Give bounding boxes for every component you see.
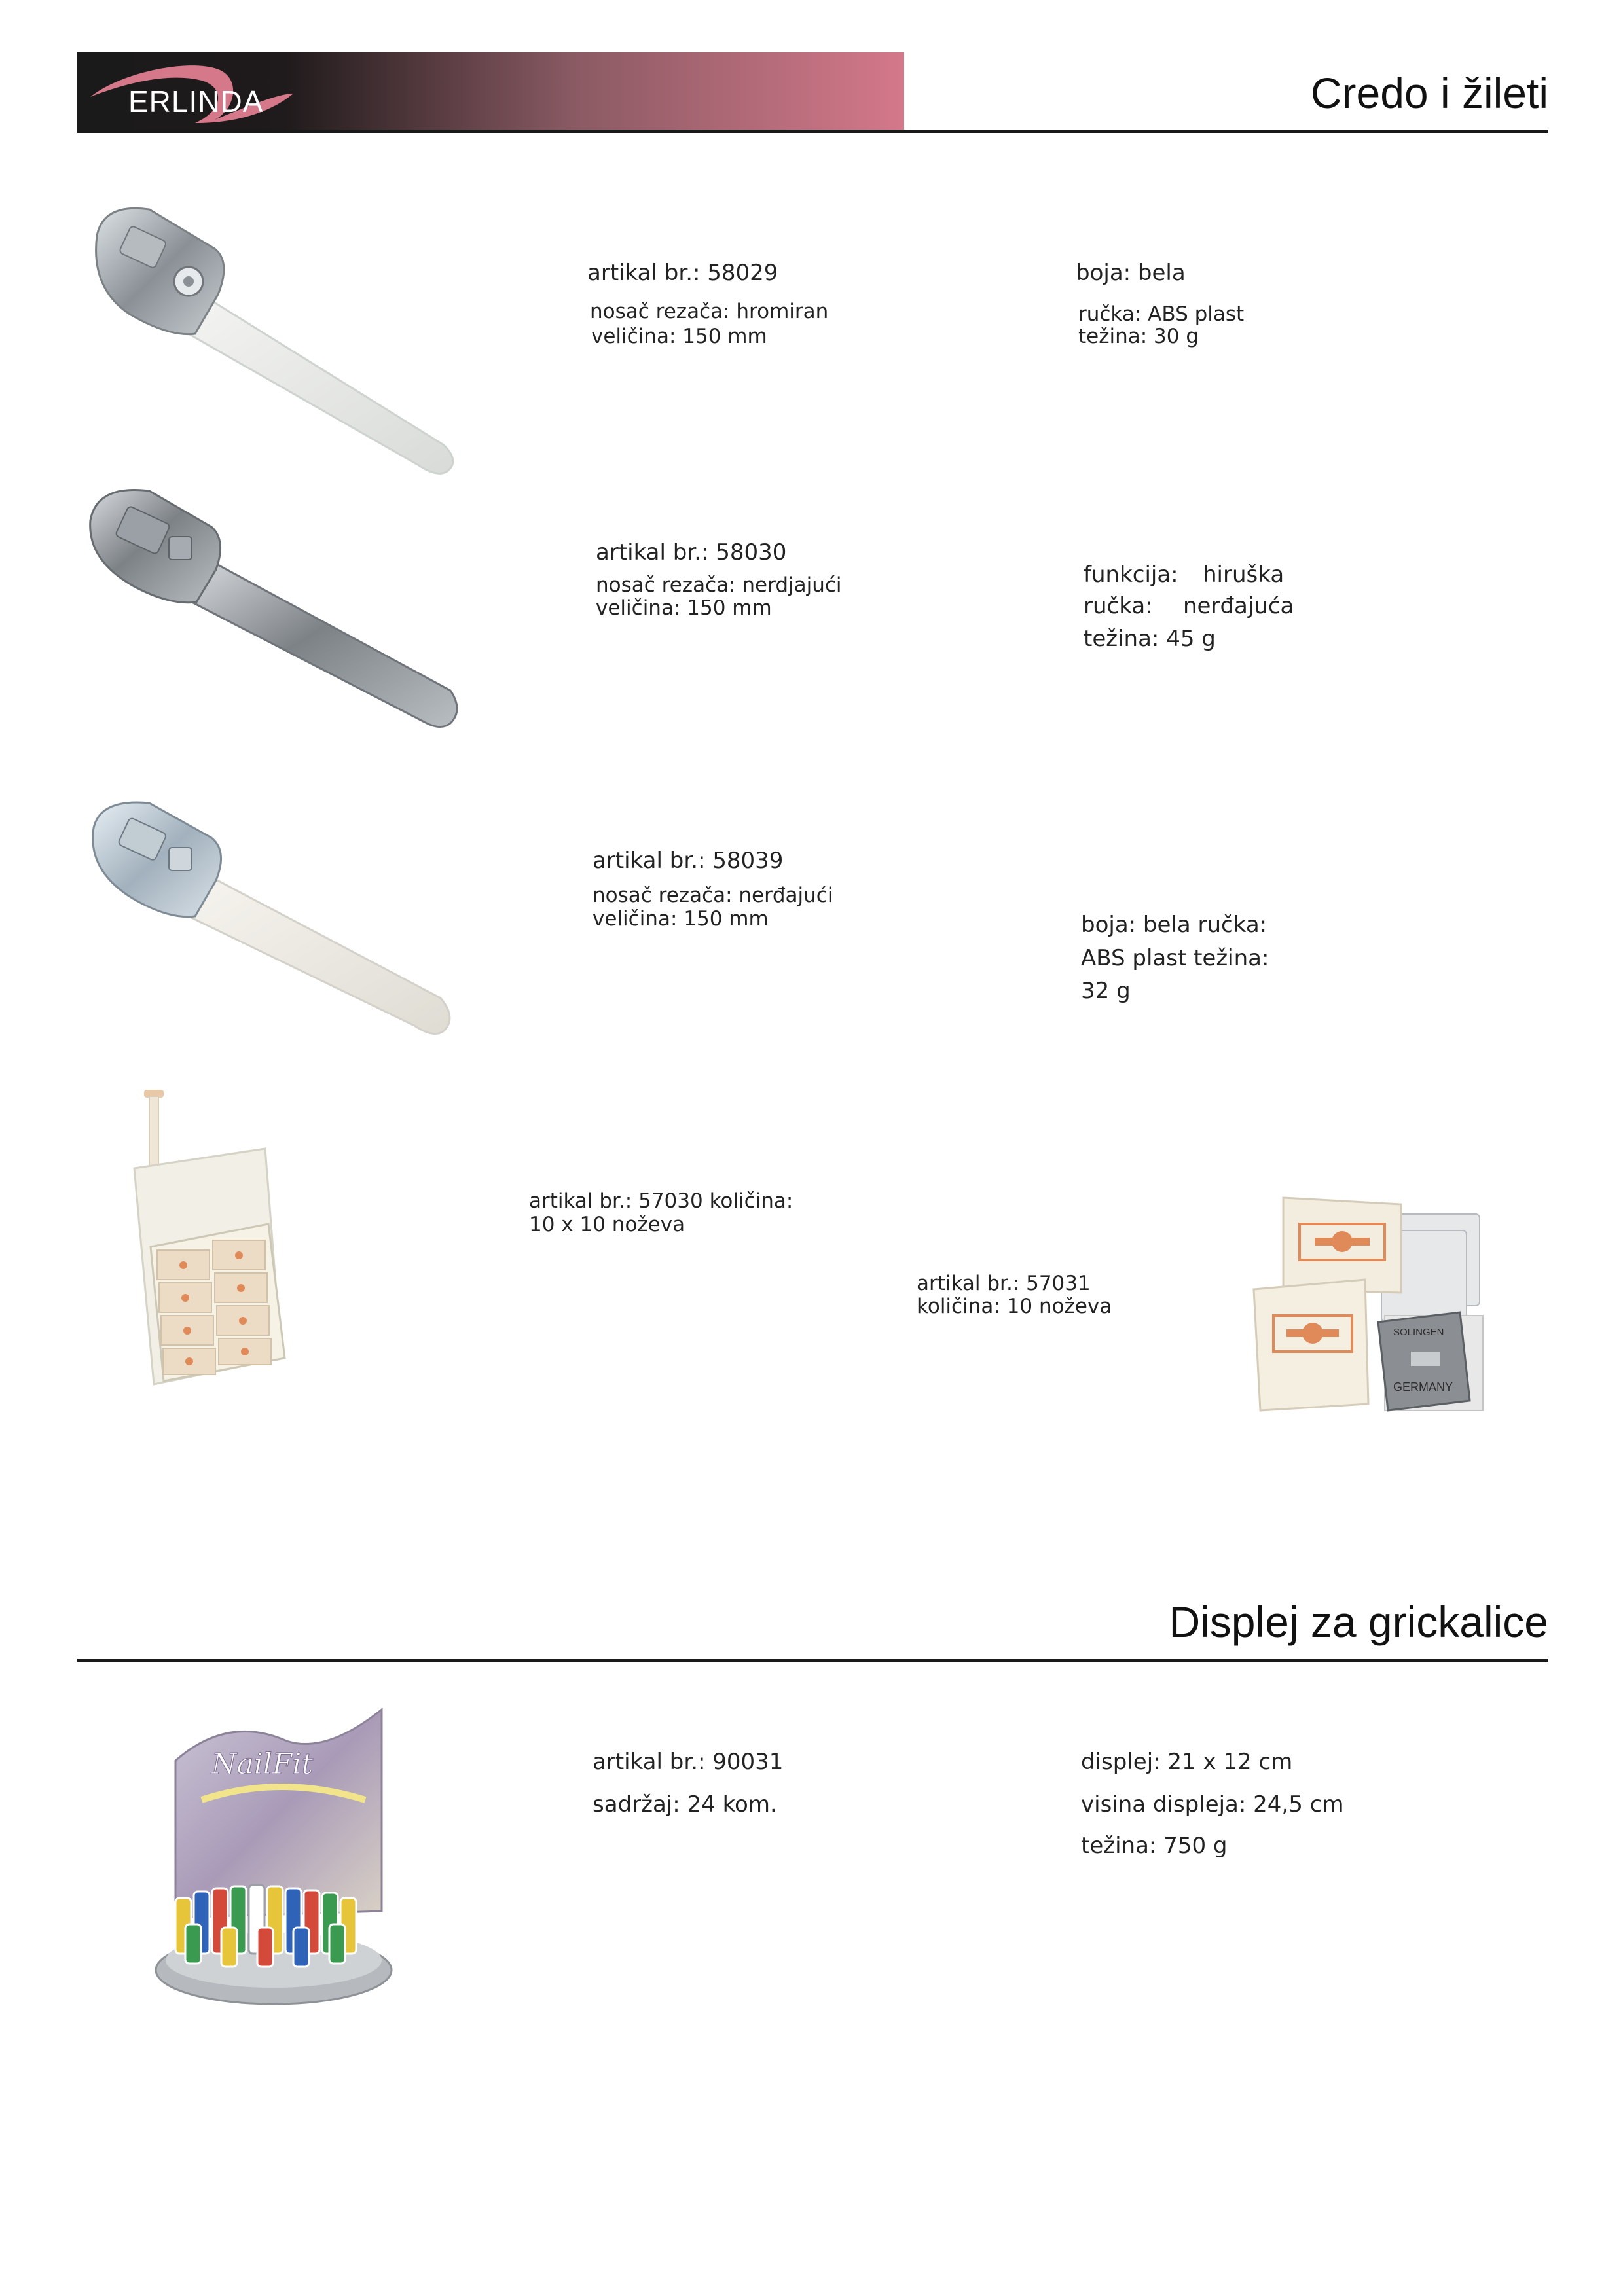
spec-article-qty: artikal br.: 57030 količina:: [529, 1189, 793, 1213]
spec-weight: težina: 45 g: [1084, 626, 1216, 652]
foot-rasp-white-handle-icon: [77, 789, 470, 1064]
blade-packs-icon: [1250, 1194, 1499, 1417]
spec-handle-value: nerđajuća: [1183, 593, 1294, 619]
spec-handle-label: ručka:: [1084, 593, 1153, 619]
spec-article: artikal br.: 90031: [593, 1749, 784, 1775]
spec-size: veličina: 150 mm: [591, 325, 767, 348]
blade-print-bottom: GERMANY: [1393, 1380, 1453, 1393]
clipper-display-stand-icon: [149, 1702, 398, 2009]
spec-weight-value: 32 g: [1081, 978, 1131, 1004]
product-image: [149, 1702, 398, 2009]
spec-size: veličina: 150 mm: [593, 907, 769, 931]
spec-article: artikal br.: 58030: [596, 539, 787, 565]
spec-article: artikal br.: 57031: [917, 1272, 1091, 1295]
blade-print-top: SOLINGEN: [1393, 1327, 1444, 1338]
section-rule: [77, 1659, 1548, 1662]
section-title: Credo i žileti: [1310, 69, 1548, 117]
product-image: [1250, 1194, 1499, 1417]
spec-display-height: visina displeja: 24,5 cm: [1081, 1791, 1344, 1818]
spec-display-size: displej: 21 x 12 cm: [1081, 1749, 1293, 1775]
header-banner: [77, 52, 904, 132]
product-image: [128, 1083, 311, 1391]
product-image: [77, 789, 470, 1064]
spec-carrier: nosač rezača: hromiran: [590, 300, 829, 323]
spec-handle: ručka: ABS plast: [1078, 302, 1245, 326]
spec-quantity: količina: 10 noževa: [917, 1295, 1112, 1318]
product-image: [77, 475, 470, 749]
spec-size: veličina: 150 mm: [596, 596, 772, 620]
display-brand-logo: NailFit: [211, 1748, 314, 1781]
spec-article: artikal br.: 58029: [587, 260, 778, 286]
blade-display-box-icon: [128, 1083, 311, 1391]
product-image: [77, 196, 470, 484]
foot-rasp-steel-handle-icon: [77, 475, 470, 749]
spec-weight: težina: 30 g: [1078, 325, 1199, 348]
spec-carrier: nosač rezača: nerdjajući: [596, 573, 842, 597]
spec-color-handle: boja: bela ručka:: [1081, 912, 1267, 938]
spec-function-label: funkcija:: [1084, 562, 1178, 588]
spec-carrier: nosač rezača: nerđajući: [593, 884, 833, 907]
spec-contents: sadržaj: 24 kom.: [593, 1791, 777, 1818]
spec-article: artikal br.: 58039: [593, 848, 784, 874]
spec-weight: težina: 750 g: [1081, 1833, 1228, 1859]
spec-function-value: hiruška: [1203, 562, 1285, 588]
foot-rasp-white-handle-icon: [77, 196, 470, 484]
section-title: Displej za grickalice: [1169, 1598, 1548, 1646]
spec-quantity: 10 x 10 noževa: [529, 1213, 685, 1236]
header-rule: [77, 130, 1548, 133]
spec-color: boja: bela: [1076, 260, 1186, 286]
logo-text: ERLINDA: [128, 84, 264, 118]
spec-material-weight: ABS plast težina:: [1081, 945, 1269, 971]
